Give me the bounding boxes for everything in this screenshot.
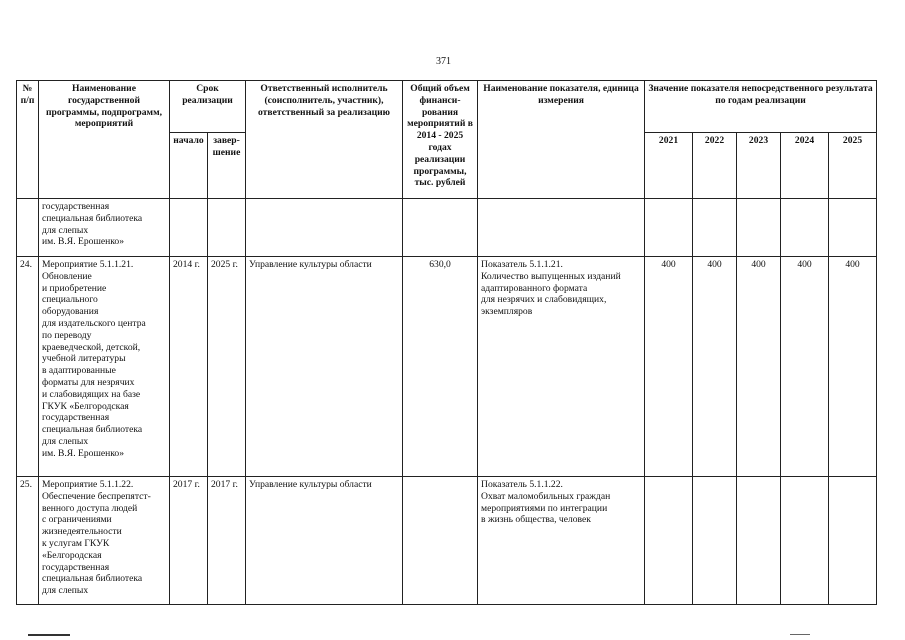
- row-value-2021: [645, 477, 693, 605]
- row-start: [170, 199, 208, 257]
- header-row-1: [17, 81, 877, 133]
- row-name: Мероприятие 5.1.1.22. Обеспечение беспрепятст- венного доступа людей с ограничениями жизнедеятельности к услугам ГКУК «Белгородская государственная специальная библиотека для слепых: [39, 477, 170, 605]
- row-value-2024: 400: [781, 257, 829, 477]
- row-value-2021: 400: [645, 257, 693, 477]
- table-row: [17, 477, 877, 605]
- program-table: [16, 80, 877, 605]
- row-indicator: [478, 199, 645, 257]
- row-num: 25.: [17, 477, 39, 605]
- row-value-2021: [645, 199, 693, 257]
- row-executor: Управление культуры области: [246, 257, 403, 477]
- row-executor: Управление культуры области: [246, 477, 403, 605]
- row-value-2025: [829, 199, 877, 257]
- row-name: Мероприятие 5.1.1.21. Обновление и приобретение специального оборудования для издательского центра по переводу краеведческой, детской, учебной литературы в адаптированные форматы для незрячих и слабовидящих на базе ГКУК «Белгородская государственная специальная библиотека для слепых им. В.Я. Ерошенко»: [39, 257, 170, 477]
- header-values: Значение показателя непосредственного результата по годам реализации: [645, 81, 877, 133]
- row-num: 24.: [17, 257, 39, 477]
- header-term-start: начало: [170, 133, 208, 199]
- footer-rule-right: [790, 634, 810, 635]
- row-start: 2017 г.: [170, 477, 208, 605]
- header-year-2021: 2021: [645, 133, 693, 199]
- header-indicator: Наименование показателя, единица измерения: [478, 81, 645, 199]
- row-end: 2017 г.: [208, 477, 246, 605]
- row-value-2022: [693, 477, 737, 605]
- row-executor: [246, 199, 403, 257]
- row-start: 2014 г.: [170, 257, 208, 477]
- row-indicator: Показатель 5.1.1.21. Количество выпущенных изданий адаптированного формата для незрячих и слабовидящих, экземпляров: [478, 257, 645, 477]
- row-value-2023: 400: [737, 257, 781, 477]
- row-value-2024: [781, 477, 829, 605]
- row-funding: 630,0: [403, 257, 478, 477]
- row-funding: [403, 477, 478, 605]
- table-row: [17, 257, 877, 477]
- row-name: государственная специальная библиотека для слепых им. В.Я. Ерошенко»: [39, 199, 170, 257]
- header-year-2023: 2023: [737, 133, 781, 199]
- row-end: [208, 199, 246, 257]
- header-num: № п/п: [17, 81, 39, 199]
- header-year-2025: 2025: [829, 133, 877, 199]
- header-term: Срок реализации: [170, 81, 246, 133]
- row-indicator: Показатель 5.1.1.22. Охват маломобильных граждан мероприятиями по интеграции в жизнь общества, человек: [478, 477, 645, 605]
- row-value-2023: [737, 199, 781, 257]
- table-row: [17, 199, 877, 257]
- row-value-2025: 400: [829, 257, 877, 477]
- header-name: Наименование государственной программы, подпрограмм, мероприятий: [39, 81, 170, 199]
- page-number: 371: [436, 56, 451, 67]
- header-funding: Общий объем финанси-рования мероприятий в 2014 - 2025 годах реализации программы, тыс. рублей: [403, 81, 478, 199]
- header-year-2024: 2024: [781, 133, 829, 199]
- row-value-2025: [829, 477, 877, 605]
- row-value-2022: [693, 199, 737, 257]
- row-value-2024: [781, 199, 829, 257]
- row-end: 2025 г.: [208, 257, 246, 477]
- header-term-end: завер-шение: [208, 133, 246, 199]
- row-value-2022: 400: [693, 257, 737, 477]
- row-funding: [403, 199, 478, 257]
- header-executor: Ответственный исполнитель (соисполнитель, участник), ответственный за реализацию: [246, 81, 403, 199]
- row-value-2023: [737, 477, 781, 605]
- row-num: [17, 199, 39, 257]
- header-year-2022: 2022: [693, 133, 737, 199]
- footer-rule: [28, 634, 70, 636]
